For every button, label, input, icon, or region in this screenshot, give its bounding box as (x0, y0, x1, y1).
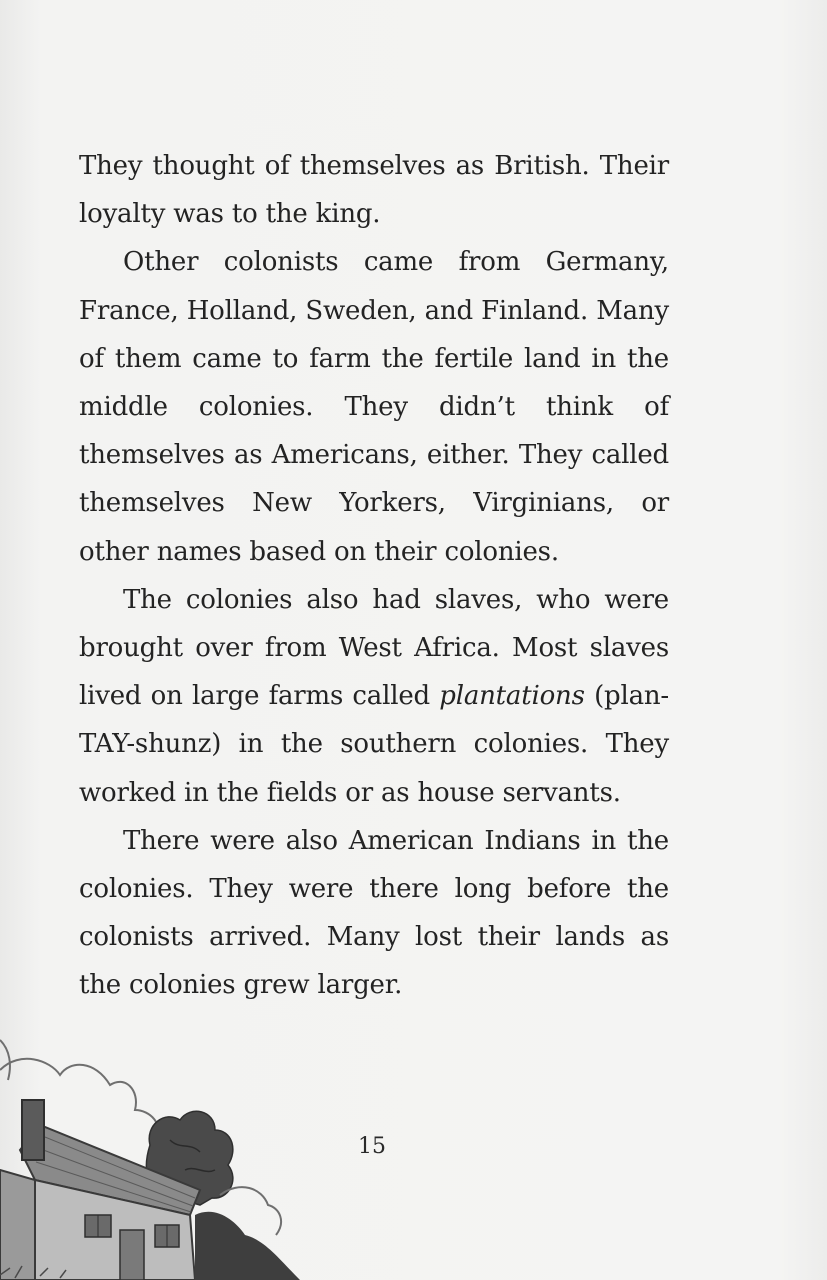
paragraph-3-italic-term: plantations (439, 681, 585, 712)
paragraph-1 (79, 142, 669, 238)
paragraph-2-text: Other colonists came from Germany, France, Holland, Sweden, and Finland. Many of them came to farm the fertile land in the middle colonies. They didn’t think of themselves as Americans, either. They called themselves New Yorkers, Virginians, or other names based on their colonies. (79, 247, 669, 567)
paragraph-2 (79, 238, 669, 575)
paragraph-3-text-b: (plan-TAY-shunz) in the southern colonies. They worked in the fields or as house servants. (79, 681, 669, 808)
paragraph-1-text: They thought of themselves as British. Their loyalty was to the king. (79, 151, 669, 230)
paragraph-4 (79, 817, 669, 1010)
paragraph-4-text: There were also American Indians in the colonies. They were there long before the colonists arrived. Many lost their lands as the colonies grew larger. (79, 825, 669, 1001)
body-text (79, 142, 669, 1010)
paragraph-3-text-a: The colonies also had slaves, who were brought over from West Africa. Most slaves lived on large farms called (79, 584, 669, 712)
colonial-house-illustration (0, 1030, 320, 1280)
paragraph-3 (79, 576, 669, 817)
page-number: 15 (358, 1134, 386, 1159)
